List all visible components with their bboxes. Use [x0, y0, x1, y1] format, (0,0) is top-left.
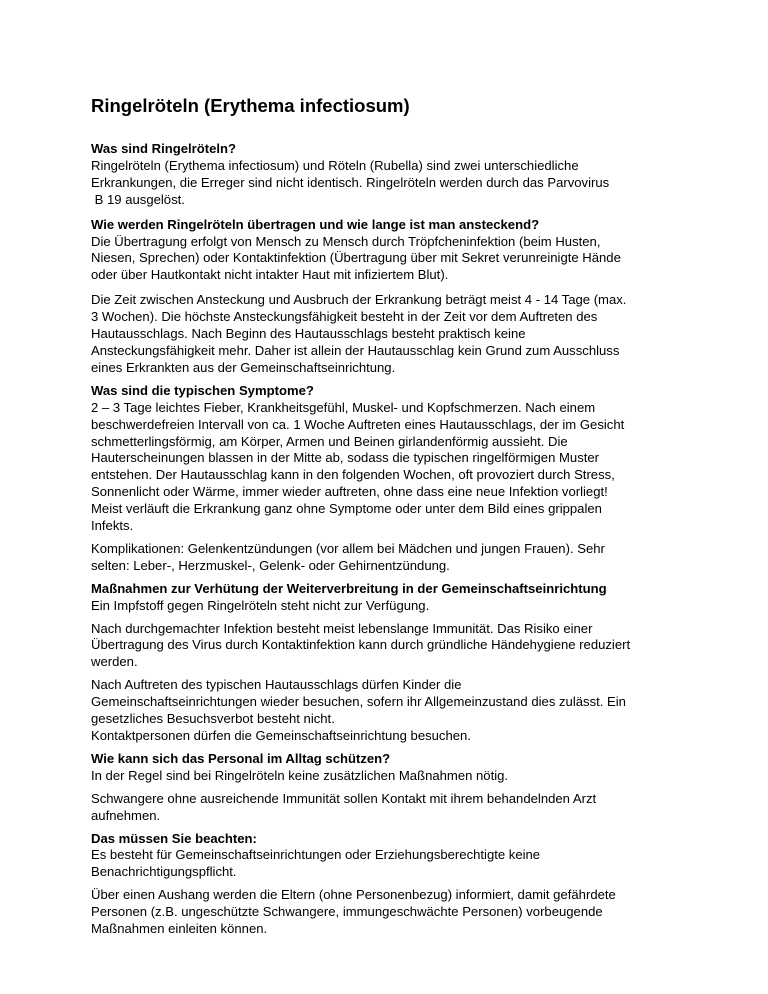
section-symptoms: [91, 383, 701, 535]
section-heading: Was sind die typischen Symptome?: [91, 382, 314, 398]
paragraph-line: gesetzliches Besuchsverbot besteht nicht.: [91, 711, 335, 727]
paragraph-line: In der Regel sind bei Ringelröteln keine zusätzlichen Maßnahmen nötig.: [91, 767, 509, 783]
paragraph-line: Ansteckungsfähigkeit mehr. Daher ist allein der Hautausschlag kein Grund zum Ausschluss: [91, 342, 620, 358]
paragraph-line: oder über Hautkontakt nicht intakter Haut mit infiziertem Blut).: [91, 267, 449, 283]
paragraph-line: werden.: [91, 654, 138, 670]
section-staff-protection: [91, 751, 701, 785]
paragraph-line: Nach durchgemachter Infektion besteht meist lebenslange Immunität. Das Risiko einer: [91, 620, 593, 636]
paragraph-line: Hauterscheinungen blassen in der Mitte ab, sodass die typischen ringelförmigen Muster: [91, 450, 600, 466]
section-heading: Was sind Ringelröteln?: [91, 141, 237, 156]
paragraph-line: Ein Impfstoff gegen Ringelröteln steht nicht zur Verfügung.: [91, 597, 430, 613]
paragraph-line: Niesen, Sprechen) oder Kontaktinfektion (Übertragung über mit Sekret verunreinigte Hände: [91, 250, 621, 266]
paragraph-line: beschwerdefreien Intervall von ca. 1 Woche Auftreten eines Hautausschlags, der im Gesicht: [91, 416, 625, 432]
paragraph-line: Hautausschlags. Nach Beginn des Hautausschlags besteht praktisch keine: [91, 326, 526, 342]
paragraph-line: Nach Auftreten des typischen Hautausschlags dürfen Kinder die: [91, 677, 462, 693]
paragraph-line: Übertragung des Virus durch Kontaktinfektion kann durch gründliche Händehygiene reduziert: [91, 637, 631, 653]
paragraph-line: Erkrankungen, die Erreger sind nicht identisch. Ringelröteln werden durch das Parvovirus: [91, 174, 610, 190]
section-notice: [91, 887, 701, 938]
section-heading: Wie kann sich das Personal im Alltag schützen?: [91, 750, 391, 766]
section-heading: Das müssen Sie beachten:: [91, 830, 257, 846]
document-title: Ringelröteln (Erythema infectiosum): [91, 95, 410, 116]
paragraph-line: Komplikationen: Gelenkentzündungen (vor allem bei Mädchen und jungen Frauen). Sehr: [91, 540, 605, 556]
section-heading: Maßnahmen zur Verhütung der Weiterverbreitung in der Gemeinschaftseinrichtung: [91, 580, 607, 596]
paragraph-line: schmetterlingsförmig, am Körper, Armen und Beinen girlandenförmig aussieht. Die: [91, 433, 568, 449]
paragraph-line: aufnehmen.: [91, 807, 161, 823]
paragraph-line: Kontaktpersonen dürfen die Gemeinschaftseinrichtung besuchen.: [91, 728, 471, 743]
section-prevention: [91, 581, 701, 615]
paragraph-line: selten: Leber-, Herzmuskel-, Gelenk- oder Gehirnentzündung.: [91, 557, 450, 573]
section-heading: Wie werden Ringelröteln übertragen und wie lange ist man ansteckend?: [91, 216, 540, 232]
section-notes: [91, 831, 701, 882]
section-incubation: [91, 292, 701, 377]
paragraph-line: Benachrichtigungspflicht.: [91, 864, 237, 880]
paragraph-line: Personen (z.B. ungeschützte Schwangere, immungeschwächte Personen) vorbeugende: [91, 904, 603, 920]
paragraph-line: Ringelröteln (Erythema infectiosum) und Röteln (Rubella) sind zwei unterschiedliche: [91, 157, 579, 173]
section-pregnant: [91, 791, 701, 825]
paragraph-line: Gemeinschaftseinrichtungen wieder besuchen, sofern ihr Allgemeinzustand dies zulässt. Ein: [91, 694, 626, 710]
paragraph-line: Schwangere ohne ausreichende Immunität sollen Kontakt mit ihrem behandelnden Arzt: [91, 790, 597, 806]
section-transmission: [91, 217, 701, 285]
paragraph-line: Über einen Aushang werden die Eltern (ohne Personenbezug) informiert, damit gefährdete: [91, 887, 616, 903]
paragraph-line: Die Übertragung erfolgt von Mensch zu Mensch durch Tröpfcheninfektion (beim Husten,: [91, 233, 601, 249]
section-attendance: [91, 677, 701, 745]
document-page: [91, 94, 701, 944]
paragraph-line: eines Erkrankten aus der Gemeinschaftseinrichtung.: [91, 359, 396, 375]
section-immunity: [91, 621, 701, 672]
paragraph-line: B 19 ausgelöst.: [91, 191, 185, 207]
paragraph-line: 3 Wochen). Die höchste Ansteckungsfähigkeit besteht in der Zeit vor dem Auftreten des: [91, 309, 598, 325]
paragraph-line: 2 – 3 Tage leichtes Fieber, Krankheitsgefühl, Muskel- und Kopfschmerzen. Nach einem: [91, 399, 596, 415]
paragraph-line: Meist verläuft die Erkrankung ganz ohne Symptome oder unter dem Bild eines grippalen: [91, 501, 602, 517]
paragraph-line: Es besteht für Gemeinschaftseinrichtungen oder Erziehungsberechtigte keine: [91, 847, 541, 863]
section-what-are: [91, 141, 701, 209]
paragraph-line: Sonnenlicht oder Wärme, immer wieder auftreten, ohne dass eine neue Infektion vorliegt!: [91, 484, 608, 500]
paragraph-line: Maßnahmen einleiten können.: [91, 921, 268, 937]
paragraph-line: Die Zeit zwischen Ansteckung und Ausbruch der Erkrankung beträgt meist 4 - 14 Tage (max.: [91, 292, 627, 308]
paragraph-line: Infekts.: [91, 518, 134, 534]
section-complications: [91, 541, 701, 575]
paragraph-line: entstehen. Der Hautausschlag kann in den folgenden Wochen, oft provoziert durch Stress,: [91, 467, 615, 483]
